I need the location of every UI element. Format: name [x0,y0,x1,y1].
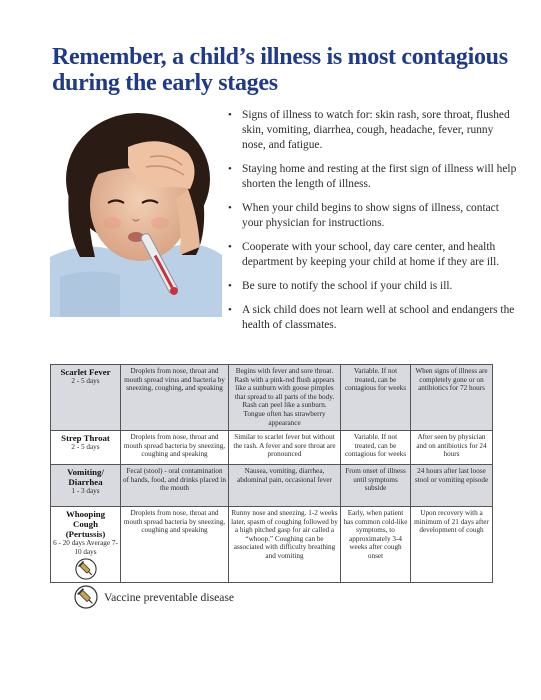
list-item: • Cooperate with your school, day care center, and health department by keeping your child at home if they are ill. [228,240,518,270]
symptoms-cell: Runny nose and sneezing. 1-2 weeks later, spasm of coughing followed by a high pitched gasp for air called a “whoop.” Coughing can be associated with difficulty breathing and vomiting [229,507,341,583]
contagious-cell: Variable. If not treated, can be contagious for weeks [341,365,411,431]
disease-name: Strep Throat [61,433,110,443]
spread-cell: Droplets from nose, throat and mouth spread bacteria by sneezing, coughing and speaking [121,507,229,583]
page-title: Remember, a child’s illness is most contagious during the early stages [52,44,508,96]
table-row [51,431,493,465]
sick-child-photo [50,107,222,317]
contagious-cell: From onset of illness until symptoms subside [341,465,411,507]
spread-cell: Droplets from nose, throat and mouth spread bacteria by sneezing, coughing and speaking [121,431,229,465]
list-item: • When your child begins to show signs of illness, contact your physician for instructions. [228,201,518,231]
disease-name-cell [51,365,121,431]
legend [74,585,234,609]
contagious-cell: Early, when patient has common cold-like symptoms, to approximately 3-4 weeks after cough onset [341,507,411,583]
syringe-icon [75,558,97,580]
disease-name-cell [51,465,121,507]
symptoms-cell: Similar to scarlet fever but without the rash. A fever and sore throat are pronounced [229,431,341,465]
disease-duration: 2 - 5 days [71,377,100,385]
spread-cell: Droplets from nose, throat and mouth spread virus and bacteria by sneezing, coughing, and speaking [121,365,229,431]
disease-duration: 2 - 5 days [71,443,100,451]
return-cell: 24 hours after last loose stool or vomiting episode [411,465,493,507]
syringe-icon [74,585,98,609]
disease-name: Vomiting/ Diarrhea [67,467,104,487]
disease-name-cell [51,507,121,583]
return-cell: After seen by physician and on antibiotics for 24 hours [411,431,493,465]
disease-name: Whooping Cough (Pertussis) [65,509,106,539]
disease-duration: 1 - 3 days [71,487,100,495]
disease-table [50,364,493,583]
list-item: • A sick child does not learn well at school and endangers the health of classmates. [228,303,518,333]
disease-name-cell [51,431,121,465]
return-cell: Upon recovery with a minimum of 21 days after development of cough [411,507,493,583]
list-item: • Signs of illness to watch for: skin rash, sore throat, flushed skin, vomiting, diarrhea, cough, headache, fever, runny nose, and fatigue. [228,108,518,153]
advice-list [228,108,518,342]
table-row [51,465,493,507]
list-item: • Staying home and resting at the first sign of illness will help shorten the length of illness. [228,162,518,192]
symptoms-cell: Nausea, vomiting, diarrhea, abdominal pain, occasional fever [229,465,341,507]
table-row [51,365,493,431]
disease-duration: 6 - 20 days Average 7-10 days [53,539,118,556]
list-item: • Be sure to notify the school if your child is ill. [228,279,518,294]
symptoms-cell: Begins with fever and sore throat. Rash with a pink-red flush appears like a sunburn with goose pimples that spread to all parts of the body. Rash can peel like a sunburn. Tongue often has strawberry appearance [229,365,341,431]
spread-cell: Fecal (stool) - oral contamination of hands, food, and drinks placed in the mouth [121,465,229,507]
legend-label: Vaccine preventable disease [104,590,235,604]
table-row [51,507,493,583]
contagious-cell: Variable. If not treated, can be contagious for weeks [341,431,411,465]
disease-name: Scarlet Fever [60,367,111,377]
return-cell: When signs of illness are completely gone or on antibiotics for 72 hours [411,365,493,431]
